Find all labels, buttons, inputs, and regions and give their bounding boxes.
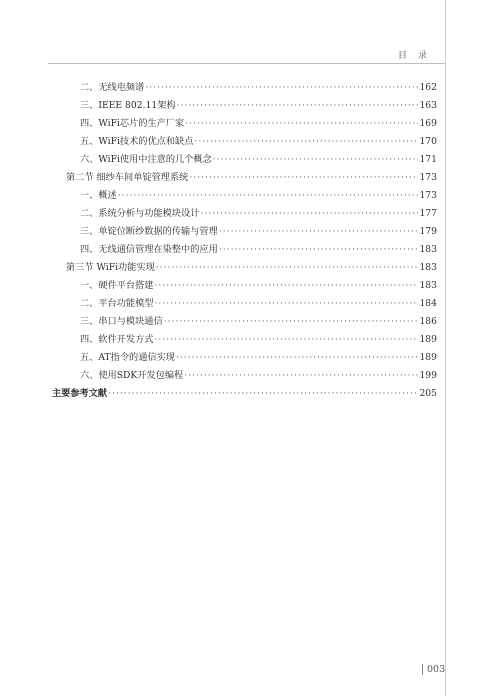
- toc-entry-page: 173: [419, 190, 437, 201]
- toc-entry-label: 六、WiFi使用中注意的几个概念: [80, 154, 212, 165]
- toc-entry-label: 六、使用SDK开发包编程: [80, 370, 184, 381]
- page-number-text: 003: [422, 664, 445, 675]
- toc-entry: [80, 112, 437, 130]
- dot-leader: [176, 352, 419, 364]
- dot-leader: [194, 136, 418, 148]
- dot-leader: [213, 154, 419, 166]
- toc-entry: [80, 184, 437, 202]
- toc-entry-label: 四、软件开发方式: [80, 334, 154, 345]
- toc-entry-page: 199: [419, 370, 437, 381]
- dot-leader: [155, 334, 419, 346]
- toc-section-entry: [66, 166, 437, 184]
- toc-entry: [80, 94, 437, 112]
- page-number: [422, 664, 445, 675]
- dot-leader: [156, 262, 419, 274]
- toc-entry-label: 一、概述: [80, 190, 117, 201]
- dot-leader: [164, 316, 419, 328]
- toc-entry-label: 四、WiFi芯片的生产厂家: [80, 118, 185, 129]
- toc-entry-page: 189: [419, 334, 437, 345]
- toc-entry-label: 二、系统分析与功能模块设计: [80, 208, 200, 219]
- toc-entry: [80, 238, 437, 256]
- toc-entry-label: 三、单锭位断纱数据的传输与管理: [80, 226, 218, 237]
- toc-entry-label: 第三节 WiFi功能实现: [66, 262, 155, 273]
- toc-entry-page: 163: [419, 100, 437, 111]
- toc-chapter-entry: [52, 382, 437, 400]
- dot-leader: [200, 208, 418, 220]
- toc-entry-page: 179: [419, 226, 437, 237]
- toc-entry: [80, 202, 437, 220]
- toc-entry-page: 177: [419, 208, 437, 219]
- dot-leader: [185, 118, 418, 130]
- toc-entry-label: 五、WiFi技术的优点和缺点: [80, 136, 194, 147]
- toc-entry-page: 186: [419, 316, 437, 327]
- dot-leader: [155, 298, 419, 310]
- margin-rule: [445, 0, 446, 696]
- toc-entry-label: 第二节 细纱车间单锭管理系统: [66, 172, 189, 183]
- toc-entry: [80, 148, 437, 166]
- toc-entry-label: 二、无线电频谱: [80, 82, 145, 93]
- dot-leader: [189, 172, 418, 184]
- toc-entry-label: 一、硬件平台搭建: [80, 280, 154, 291]
- toc-entry: [80, 274, 437, 292]
- dot-leader: [184, 370, 418, 382]
- dot-leader: [177, 100, 419, 112]
- toc-section-entry: [66, 256, 437, 274]
- dot-leader: [155, 280, 419, 292]
- toc-entry: [80, 346, 437, 364]
- dot-leader: [108, 388, 418, 400]
- toc-entry-label: 三、串口与模块通信: [80, 316, 163, 327]
- toc-entry: [80, 76, 437, 94]
- dot-leader: [145, 82, 418, 94]
- toc-entry: [80, 328, 437, 346]
- toc-entry-page: 189: [419, 352, 437, 363]
- toc-entry: [80, 364, 437, 382]
- dot-leader: [219, 226, 419, 238]
- toc-entry-page: 205: [419, 388, 437, 399]
- toc-entry: [80, 220, 437, 238]
- toc-entry-label: 三、IEEE 802.11架构: [80, 100, 176, 111]
- toc-entry-page: 173: [419, 172, 437, 183]
- toc-entry-label: 二、平台功能模型: [80, 298, 154, 309]
- toc-entry-page: 184: [419, 298, 437, 309]
- toc-entry-page: 183: [419, 244, 437, 255]
- toc-entry-page: 162: [419, 82, 437, 93]
- toc-entry-page: 170: [419, 136, 437, 147]
- toc-entry-page: 171: [419, 154, 437, 165]
- running-title: 目 录: [398, 51, 431, 61]
- toc-entry: [80, 310, 437, 328]
- header-rule: [48, 63, 445, 64]
- toc-entry-page: 183: [419, 280, 437, 291]
- toc-entry-page: 183: [419, 262, 437, 273]
- toc-entry-label: 五、AT指令的通信实现: [80, 352, 175, 363]
- toc-entry-label: 主要参考文献: [52, 388, 108, 399]
- dot-leader: [219, 244, 419, 256]
- toc-entry-page: 169: [419, 118, 437, 129]
- toc-entry: [80, 292, 437, 310]
- toc-entry: [80, 130, 437, 148]
- dot-leader: [118, 190, 419, 202]
- toc-entry-label: 四、无线通信管理在染整中的应用: [80, 244, 218, 255]
